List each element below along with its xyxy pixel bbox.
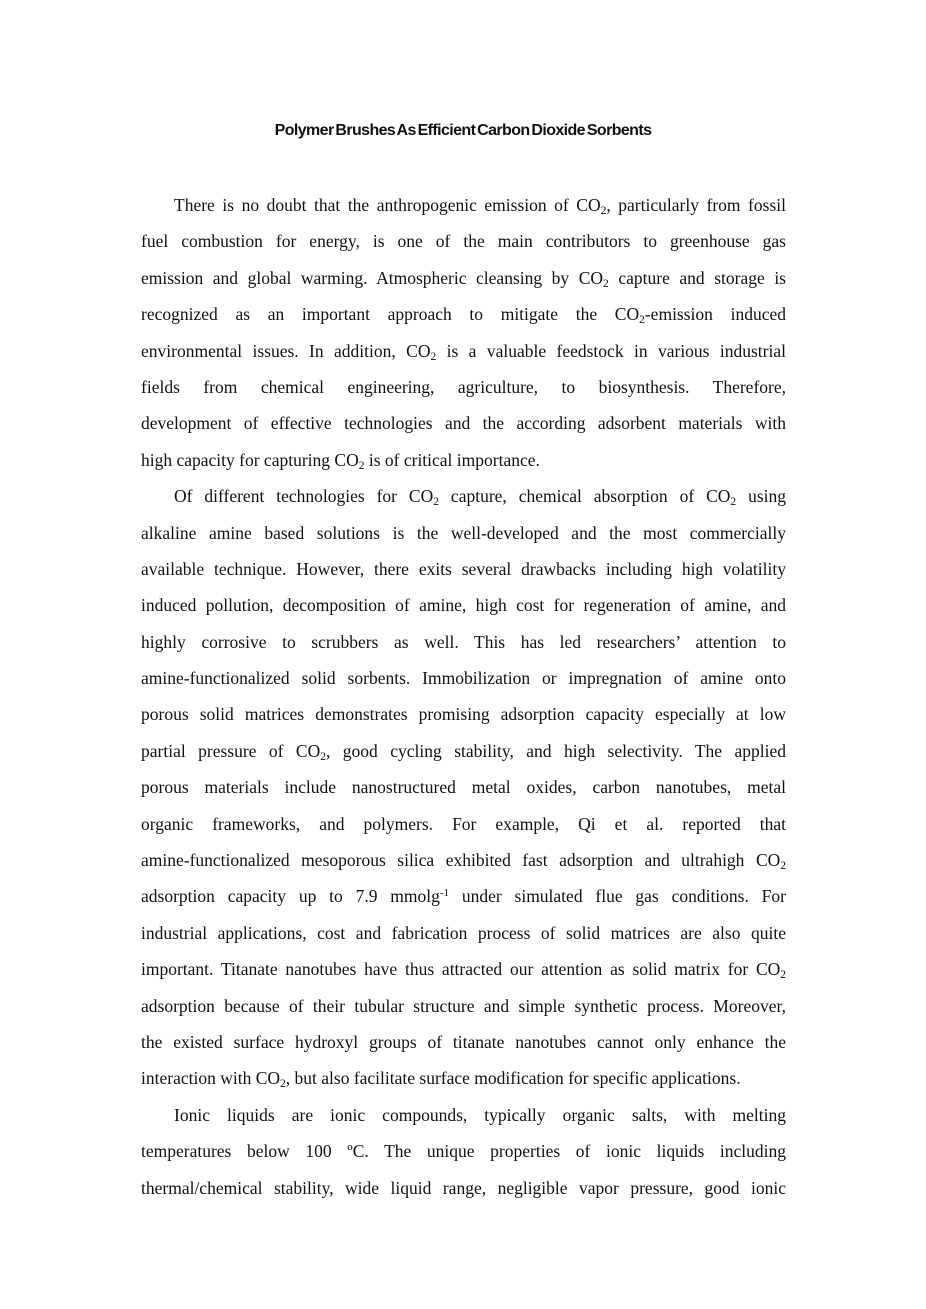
text-line: alkaline amine based solutions is the well-developed and the most commercially: [141, 522, 786, 543]
text-line: Of different technologies for $CO_2$ capture, chemical absorption of $CO_2$ using: [174, 486, 786, 509]
text-line: Ionic liquids are ionic compounds, typically organic salts, with melting: [174, 1104, 786, 1125]
paragraph-2: [141, 484, 786, 1103]
text-line: adsorption because of their tubular structure and simple synthetic process. Moreover,: [141, 995, 786, 1016]
text-line: temperatures below 100 ºC. The unique properties of ionic liquids including: [141, 1141, 786, 1162]
document-body: [141, 193, 786, 1212]
text-line: interaction with $CO_2$, but also facilitate surface modification for specific applications.: [141, 1068, 741, 1091]
text-line: environmental issues. In addition, $CO_2$ is a valuable feedstock in various industrial: [141, 340, 786, 363]
text-line: amine-functionalized solid sorbents. Immobilization or impregnation of amine onto: [141, 668, 786, 689]
text-line: fuel combustion for energy, is one of the main contributors to greenhouse gas: [141, 231, 786, 252]
text-line: porous solid matrices demonstrates promising adsorption capacity especially at low: [141, 704, 786, 725]
text-line: There is no doubt that the anthropogenic emission of $CO_2$, particularly from fossil: [174, 195, 786, 217]
paragraph-3: [141, 1103, 786, 1212]
text-line: development of effective technologies and the according adsorbent materials with: [141, 413, 786, 434]
text-line: highly corrosive to scrubbers as well. This has led researchers’ attention to: [141, 631, 786, 652]
text-line: industrial applications, cost and fabrication process of solid matrices are also quite: [141, 922, 786, 943]
text-line: fields from chemical engineering, agriculture, to biosynthesis. Therefore,: [141, 376, 786, 397]
paragraph-1: [141, 193, 786, 484]
text-line: porous materials include nanostructured metal oxides, carbon nanotubes, metal: [141, 777, 786, 798]
text-line: thermal/chemical stability, wide liquid range, negligible vapor pressure, good ionic: [141, 1177, 786, 1198]
document-title: Polymer Brushes As Efficient Carbon Dioxide Sorbents: [274, 122, 652, 139]
text-line: the existed surface hydroxyl groups of titanate nanotubes cannot only enhance the: [141, 1031, 786, 1052]
text-line: emission and global warming. Atmospheric cleansing by $CO_2$ capture and storage is: [141, 267, 786, 290]
text-line: available technique. However, there exits several drawbacks including high volatility: [141, 558, 786, 579]
text-line: induced pollution, decomposition of amine, high cost for regeneration of amine, and: [141, 595, 786, 616]
text-line: organic frameworks, and polymers. For example, Qi et al. reported that: [141, 813, 786, 834]
text-line: adsorption capacity up to 7.9 mmolg$^{-1}$ under simulated flue gas conditions. For: [141, 886, 786, 907]
text-line: high capacity for capturing $CO_2$ is of critical importance.: [141, 449, 540, 472]
text-line: recognized as an important approach to mitigate the $CO_2$-emission induced: [141, 304, 786, 327]
text-line: amine-functionalized mesoporous silica exhibited fast adsorption and ultrahigh $CO_2$: [141, 850, 786, 873]
text-line: partial pressure of $CO_2$, good cycling stability, and high selectivity. The applied: [141, 740, 786, 763]
text-line: important. Titanate nanotubes have thus attracted our attention as solid matrix for $CO_2$: [141, 959, 786, 982]
